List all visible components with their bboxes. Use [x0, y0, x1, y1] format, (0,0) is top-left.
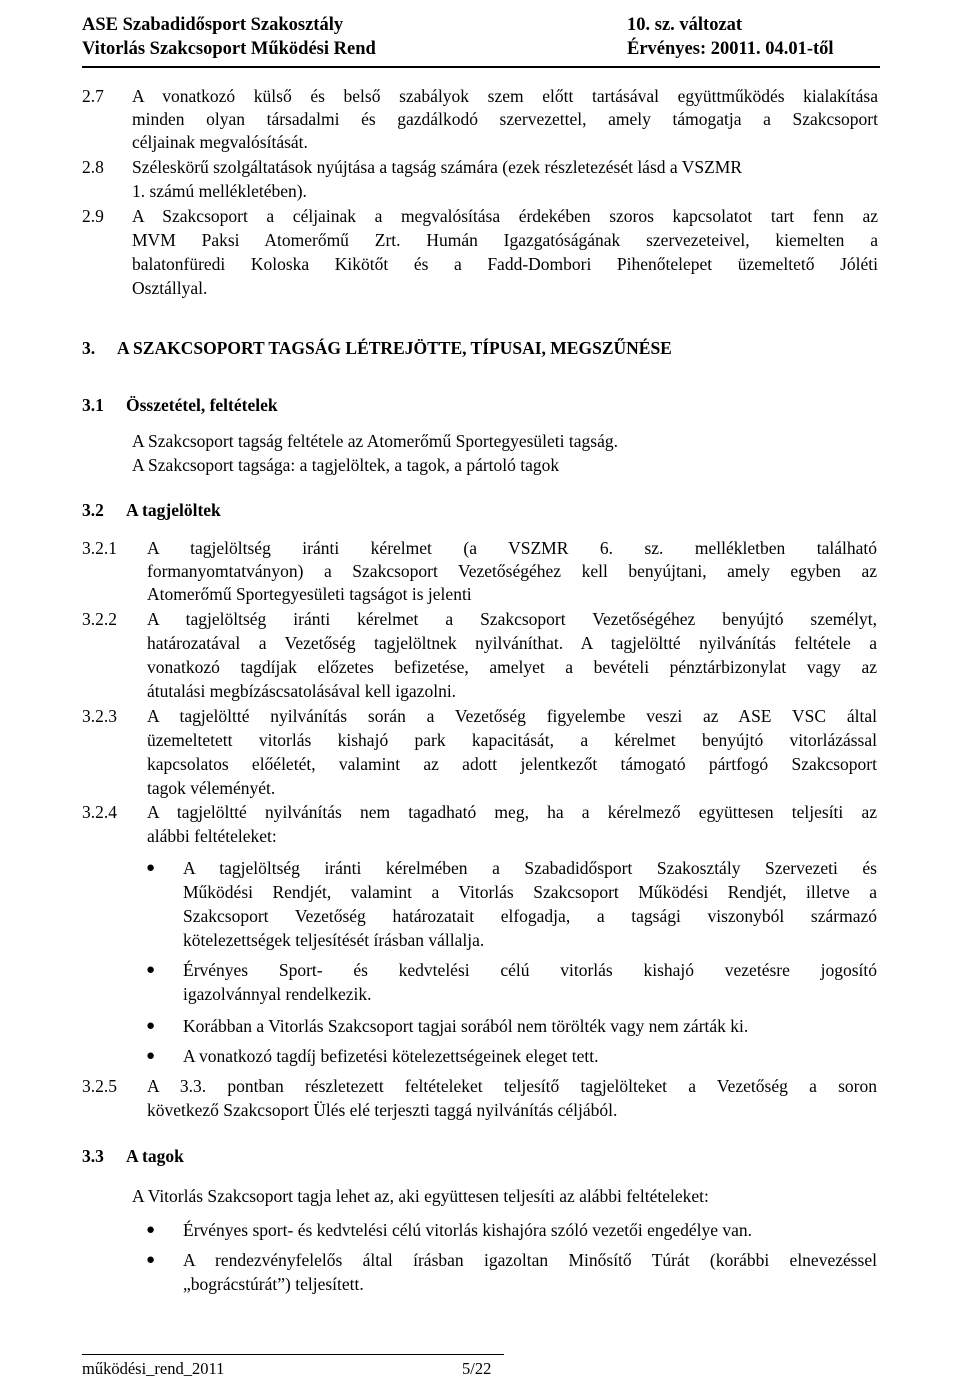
chapter-3-number: 3. — [82, 338, 96, 358]
section-2-9-line: Osztállyal. — [132, 278, 208, 298]
header-doc-title: Vitorlás Szakcsoport Működési Rend — [82, 39, 376, 59]
header-org: ASE Szabadidősport Szakosztály — [82, 15, 344, 35]
bullet-icon: ● — [146, 1222, 156, 1238]
section-3-2-2-line: vonatkozó tagdíjak előzetes befizetése, amelyet a bevételi pénztárbizonylat vagy az — [147, 657, 877, 677]
section-3-2-3-line: kapcsolatos előéletét, valamint az adott jelentkezőt támogató pártfogó Szakcsoport — [147, 754, 877, 774]
section-3-2-2-line: átutalási megbízáscsatolásával kell igazolni. — [147, 681, 457, 701]
section-3-2-3-line: tagok véleményét. — [147, 778, 276, 798]
section-3-3-number: 3.3 — [82, 1146, 104, 1166]
section-3-1-line: A Szakcsoport tagság feltétele az Atomerőmű Sportegyesületi tagság. — [132, 431, 618, 451]
footer-page-number: 5/22 — [462, 1359, 492, 1378]
header-rule — [82, 66, 880, 68]
section-3-2-5-number: 3.2.5 — [82, 1076, 117, 1096]
condition-item: A vonatkozó tagdíj befizetési kötelezettségeinek eleget tett. — [183, 1046, 599, 1066]
section-3-3-title: A tagok — [126, 1146, 184, 1166]
section-3-1-title: Összetétel, feltételek — [126, 395, 278, 415]
section-3-2-3-line: A tagjelöltté nyilvánítás során a Vezetőség figyelembe veszi az ASE VSC által — [147, 706, 877, 726]
condition-item: Szakcsoport Vezetőség határozatait elfogadja, a tagsági viszonyból származó — [183, 906, 877, 926]
condition-item: A tagjelöltség iránti kérelmében a Szabadidősport Szakosztály Szervezeti és — [183, 858, 877, 878]
section-3-2-1-line: Atomerőmű Sportegyesületi tagságot is jelenti — [147, 584, 472, 604]
section-2-7-line: A vonatkozó külső és belső szabályok szem előtt tartásával együttműködés kialakítása — [132, 86, 878, 106]
condition-item: Működési Rendjét, valamint a Vitorlás Szakcsoport Működési Rendjét, illetve a — [183, 882, 877, 902]
bullet-icon: ● — [146, 1018, 156, 1034]
section-2-9-number: 2.9 — [82, 206, 104, 226]
footer-filename: működési_rend_2011 — [82, 1359, 225, 1378]
bullet-icon: ● — [146, 1252, 156, 1268]
section-3-2-1-number: 3.2.1 — [82, 538, 117, 558]
chapter-3-title: A SZAKCSOPORT TAGSÁG LÉTREJÖTTE, TÍPUSAI, MEGSZŰNÉSE — [117, 338, 672, 358]
section-3-2-1-line: formanyomtatványon) a Szakcsoport Vezetőségéhez kell benyújtani, amely egyben az — [147, 561, 877, 581]
section-2-8-line: 1. számú mellékletében). — [132, 181, 307, 201]
bullet-icon: ● — [146, 962, 156, 978]
condition-item: Korábban a Vitorlás Szakcsoport tagjai sorából nem törölték vagy nem zárták ki. — [183, 1016, 749, 1036]
header-version: 10. sz. változat — [627, 15, 743, 35]
section-3-2-title: A tagjelöltek — [126, 500, 221, 520]
condition-item: Érvényes Sport- és kedvtelési célú vitorlás kishajó vezetésre jogosító — [183, 960, 877, 980]
section-3-3-intro: A Vitorlás Szakcsoport tagja lehet az, aki együttesen teljesíti az alábbi feltételeket: — [132, 1186, 709, 1206]
condition-item: kötelezettségek teljesítését írásban vállalja. — [183, 930, 485, 950]
condition-item: igazolvánnyal rendelkezik. — [183, 984, 372, 1004]
section-3-2-4-line: A tagjelöltté nyilvánítás nem tagadható meg, ha a kérelmező együttesen teljesíti az — [147, 802, 877, 822]
section-3-2-5-line: A 3.3. pontban részletezett feltételeket teljesítő tagjelölteket a Vezetőség a soron — [147, 1076, 877, 1096]
section-3-2-3-line: üzemeltetett vitorlás kishajó park kapacitását, a kérelmet benyújtó vitorlázással — [147, 730, 877, 750]
header-valid-from: Érvényes: 20011. 04.01-től — [627, 39, 834, 59]
section-2-7-line: minden olyan társadalmi és gazdálkodó szervezettel, amely támogatja a Szakcsoport — [132, 109, 878, 129]
bullet-icon: ● — [146, 1048, 156, 1064]
member-condition-item: „bográcstúrát”) teljesített. — [183, 1274, 364, 1294]
section-3-2-2-line: A tagjelöltség iránti kérelmet a Szakcsoport Vezetőségéhez benyújtó személyt, — [147, 609, 877, 629]
section-2-8-line: Széleskörű szolgáltatások nyújtása a tagság számára (ezek részletezését lásd a VSZMR — [132, 157, 743, 177]
footer-rule — [82, 1354, 504, 1355]
section-3-2-1-line: A tagjelöltség iránti kérelmet (a VSZMR 6. sz. mellékletben található — [147, 538, 877, 558]
section-3-1-number: 3.1 — [82, 395, 104, 415]
section-2-7-number: 2.7 — [82, 86, 104, 106]
section-2-9-line: balatonfüredi Koloska Kikötőt és a Fadd-Dombori Pihenőtelepet üzemeltető Jóléti — [132, 254, 878, 274]
section-3-2-2-number: 3.2.2 — [82, 609, 117, 629]
bullet-icon: ● — [146, 860, 156, 876]
member-condition-item: A rendezvényfelelős által írásban igazoltan Minősítő Túrát (korábbi elnevezéssel — [183, 1250, 877, 1270]
section-2-9-line: MVM Paksi Atomerőmű Zrt. Humán Igazgatóságának szervezeteivel, kiemelten a — [132, 230, 878, 250]
section-2-9-line: A Szakcsoport a céljainak a megvalósítása érdekében szoros kapcsolatot tart fenn az — [132, 206, 878, 226]
section-3-2-number: 3.2 — [82, 500, 104, 520]
section-2-7-line: céljainak megvalósítását. — [132, 132, 308, 152]
section-3-1-line: A Szakcsoport tagsága: a tagjelöltek, a tagok, a pártoló tagok — [132, 455, 560, 475]
section-2-8-number: 2.8 — [82, 157, 104, 177]
member-condition-item: Érvényes sport- és kedvtelési célú vitorlás kishajóra szóló vezetői engedélye van. — [183, 1220, 753, 1240]
section-3-2-3-number: 3.2.3 — [82, 706, 117, 726]
section-3-2-5-line: következő Szakcsoport Ülés elé terjeszti taggá nyilvánítás céljából. — [147, 1100, 618, 1120]
section-3-2-4-number: 3.2.4 — [82, 802, 117, 822]
section-3-2-2-line: határozatával a Vezetőség tagjelöltnek nyilváníthat. A tagjelöltté nyilvánítás feltétele a — [147, 633, 877, 653]
section-3-2-4-line: alábbi feltételeket: — [147, 826, 277, 846]
